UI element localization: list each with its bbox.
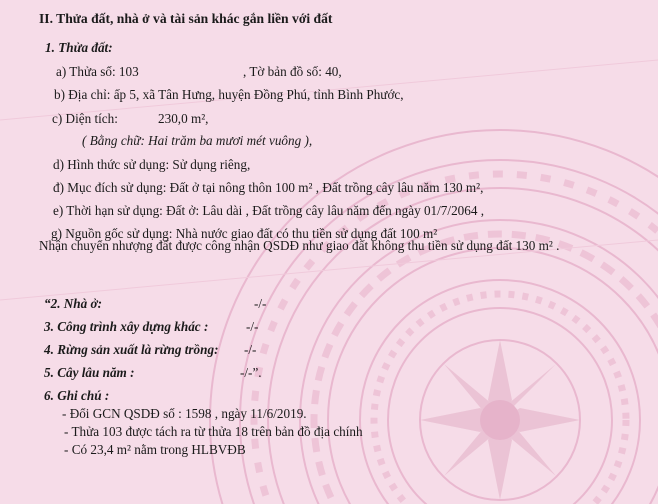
land-heading: 1. Thửa đất: [45, 40, 113, 55]
forest-label: 4. Rừng sản xuất là rừng trồng: [44, 342, 219, 357]
parcel-number: a) Thửa số: 103 [56, 64, 139, 79]
map-sheet-number: , Tờ bản đồ số: 40, [243, 64, 342, 79]
use-purpose: đ) Mục đích sử dụng: Đất ở tại nông thôn 100 m² , Đất trồng cây lâu năm 130 m², [53, 180, 484, 195]
use-term: e) Thời hạn sử dụng: Đất ở: Lâu dài , Đất trồng cây lâu năm đến ngày 01/7/2064 , [53, 203, 485, 218]
forest-value: -/- [244, 342, 257, 357]
perennial-label: 5. Cây lâu năm : [44, 365, 135, 380]
note-item: - Có 23,4 m² nằm trong HLBVĐB [64, 442, 246, 457]
construction-label: 3. Công trình xây dựng khác : [44, 319, 209, 334]
construction-value: -/- [246, 319, 259, 334]
use-form: d) Hình thức sử dụng: Sử dụng riêng, [53, 157, 251, 172]
land-address: b) Địa chỉ: ấp 5, xã Tân Hưng, huyện Đồng Phú, tỉnh Bình Phước, [54, 87, 404, 102]
note-item: - Đổi GCN QSDĐ số : 1598 , ngày 11/6/2019. [62, 406, 307, 421]
land-origin-continued: Nhận chuyển nhượng đất được công nhận QSDĐ như giao đất không thu tiền sử dụng đất 130 m² . [39, 238, 560, 253]
notes-heading: 6. Ghi chú : [44, 388, 110, 403]
area-label: c) Diện tích: [52, 111, 118, 126]
house-value: -/- [254, 296, 267, 311]
area-in-words: ( Bằng chữ: Hai trăm ba mươi mét vuông ), [82, 133, 313, 148]
section-title: II. Thửa đất, nhà ở và tài sản khác gắn liền với đất [39, 11, 333, 26]
note-item: - Thửa 103 được tách ra từ thửa 18 trên bản đồ địa chính [64, 424, 363, 439]
area-value: 230,0 m², [158, 111, 209, 126]
perennial-value: -/-”. [240, 365, 262, 380]
house-label: “2. Nhà ở: [44, 296, 102, 311]
land-origin: g) Nguồn gốc sử dụng: Nhà nước giao đất có thu tiền sử dụng đất 100 m² [51, 226, 438, 241]
